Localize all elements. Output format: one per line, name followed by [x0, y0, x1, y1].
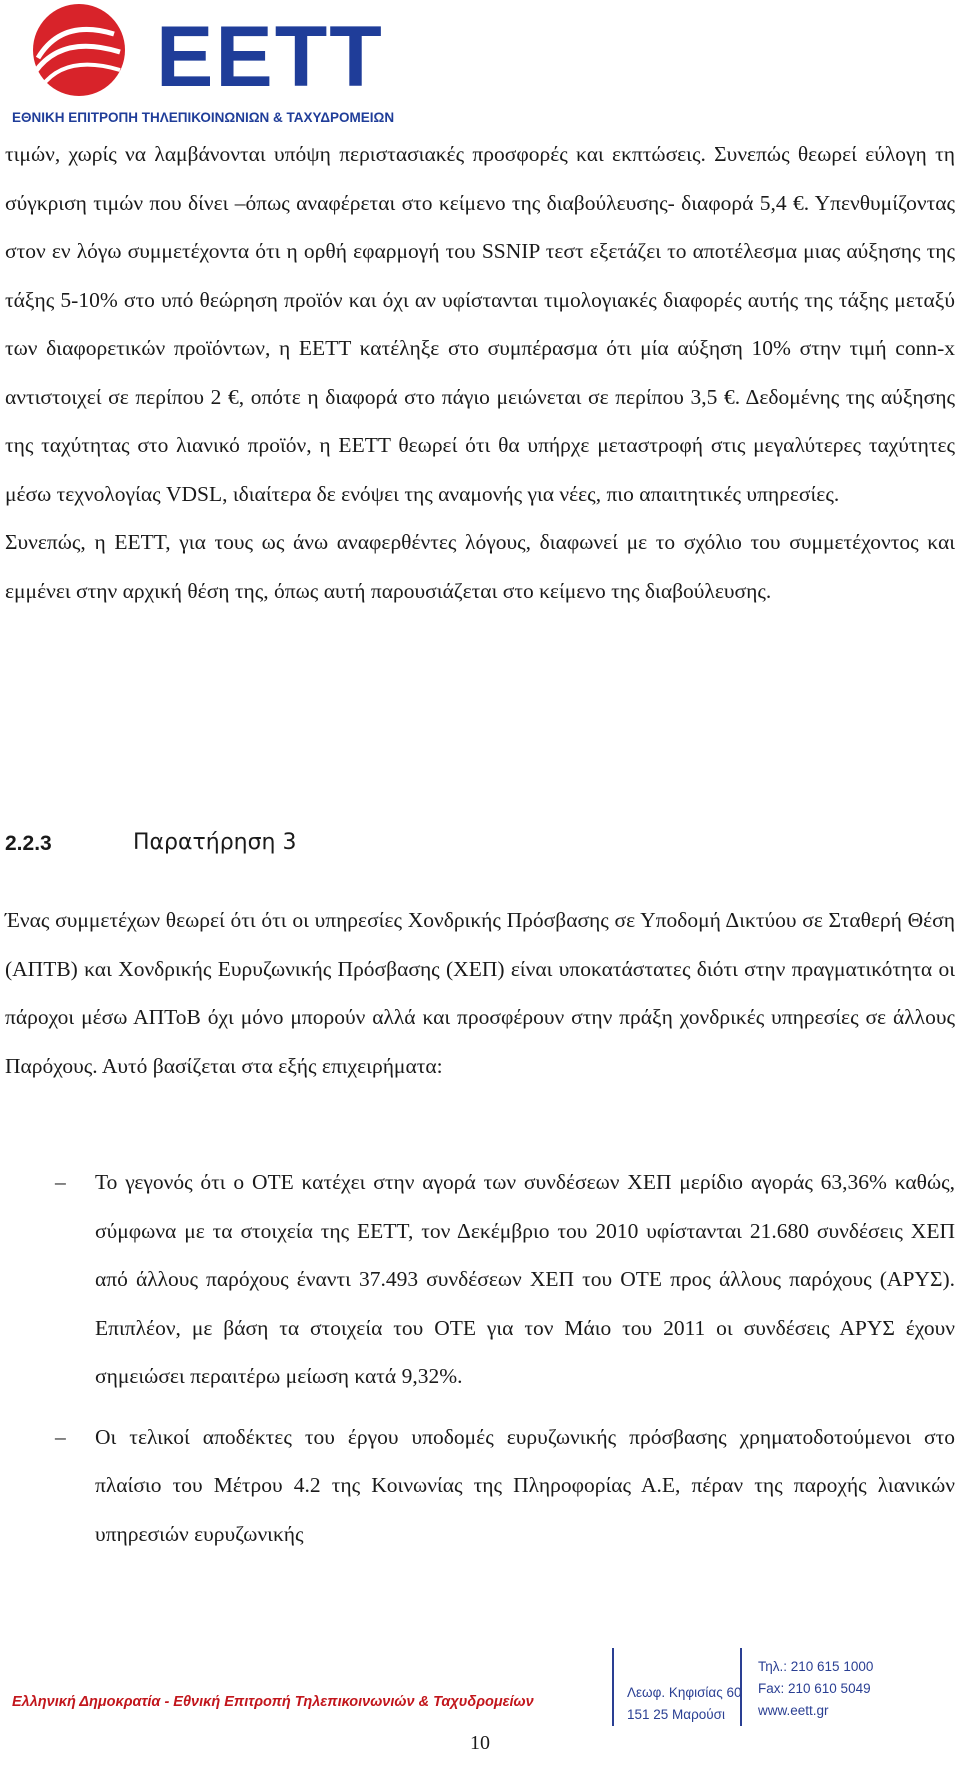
argument-list	[0, 1158, 955, 1558]
list-item-text: Οι τελικοί αποδέκτες του έργου υποδομές ευρυζωνικής πρόσβασης χρηματοδοτούμενοι στο πλαίσιο του Μέτρου 4.2 της Κοινωνίας της Πληροφορίας Α.Ε, πέραν της παροχής λιανικών υπηρεσιών ευρυζωνικής	[95, 1424, 955, 1546]
organization-name: ΕΘΝΙΚΗ ΕΠΙΤΡΟΠΗ ΤΗΛΕΠΙΚΟΙΝΩΝΙΩΝ & ΤΑΧΥΔΡΟΜΕΙΩΝ	[12, 110, 395, 125]
paragraph: Ένας συμμετέχων θεωρεί ότι ότι οι υπηρεσίες Χονδρικής Πρόσβασης σε Υποδομή Δικτύου σε Σταθερή Θέση (ΑΠΤΒ) και Χονδρικής Ευρυζωνικής Πρόσβασης (ΧΕΠ) είναι υποκατάστατες διότι στην πραγματικότητα οι πάροχοι μέσω ΑΠΤοΒ όχι μόνο μπορούν αλλά και προσφέρουν στην πράξη χονδρικές υπηρεσίες σε άλλους Παρόχους. Αυτό βασίζεται στα εξής επιχειρήματα:	[5, 908, 955, 1078]
list-item	[0, 1158, 955, 1401]
page-number: 10	[470, 1732, 490, 1754]
footer-phone: Τηλ.: 210 615 1000	[758, 1659, 874, 1674]
footer-slogan: Ελληνική Δημοκρατία - Εθνική Επιτροπή Τηλεπικοινωνιών & Ταχυδρομείων	[12, 1694, 534, 1710]
section-number: 2.2.3	[5, 832, 52, 855]
eett-logo-icon	[10, 0, 150, 110]
footer-divider	[612, 1648, 614, 1726]
paragraph: Συνεπώς, η ΕΕΤΤ, για τους ως άνω αναφερθέντες λόγους, διαφωνεί με το σχόλιο του συμμετέχοντος και εμμένει στην αρχική θέση της, όπως αυτή παρουσιάζεται στο κείμενο της διαβούλευσης.	[5, 530, 955, 603]
body-text-section	[5, 896, 955, 1090]
body-text-top	[5, 130, 955, 615]
list-item	[0, 1413, 955, 1559]
bullet-dash: –	[55, 1170, 66, 1194]
footer-website: www.eett.gr	[758, 1703, 829, 1718]
logo-wordmark: ΕΕΤΤ	[156, 9, 384, 105]
address-street: Λεωφ. Κηφισίας 60	[627, 1685, 742, 1700]
list-item-text: Το γεγονός ότι ο ΟΤΕ κατέχει στην αγορά των συνδέσεων ΧΕΠ μερίδιο αγοράς 63,36% καθώς, σύμφωνα με τα στοιχεία της ΕΕΤΤ, τον Δεκέμβριο του 2010 υφίστανται 21.680 συνδέσεις ΧΕΠ από άλλους παρόχους έναντι 37.493 συνδέσεων ΧΕΠ του ΟΤΕ προς άλλους παρόχους (ΑΡΥΣ). Επιπλέον, με βάση τα στοιχεία του ΟΤΕ για τον Μάιο του 2011 οι συνδέσεις ΑΡΥΣ έχουν σημειώσει περαιτέρω μείωση κατά 9,32%.	[95, 1170, 955, 1388]
address-city: 151 25 Μαρούσι	[627, 1707, 725, 1722]
footer-fax: Fax: 210 610 5049	[758, 1681, 871, 1696]
letterhead	[10, 0, 410, 130]
section-heading	[5, 832, 955, 856]
section-title: Παρατήρηση 3	[133, 830, 297, 855]
bullet-dash: –	[55, 1424, 66, 1449]
footer-contact	[758, 1656, 873, 1722]
paragraph: τιμών, χωρίς να λαμβάνονται υπόψη περιστασιακές προσφορές και εκπτώσεις. Συνεπώς θεωρεί εύλογη τη σύγκριση τιμών που δίνει –όπως αναφέρεται στο κείμενο της διαβούλευσης- διαφορά 5,4 €. Υπενθυμίζοντας στον εν λόγω συμμετέχοντα ότι η ορθή εφαρμογή του SSNIP τεστ εξετάζει το αποτέλεσμα μιας αύξησης της τάξης 5-10% στο υπό θεώρηση προϊόν και όχι αν υφίστανται τιμολογιακές διαφορές αυτής της τάξης μεταξύ των διαφορετικών προϊόντων, η ΕΕΤΤ κατέληξε στο συμπέρασμα ότι μία αύξηση 10% στην τιμή conn-x αντιστοιχεί σε περίπου 2 €, οπότε η διαφορά στο πάγιο μειώνεται σε περίπου 3,5 €. Δεδομένης της αύξησης της ταχύτητας στο λιανικό προϊόν, η ΕΕΤΤ θεωρεί ότι θα υπήρχε μεταστροφή στις μεγαλύτερες ταχύτητες μέσω τεχνολογίας VDSL, ιδιαίτερα δε ενόψει της αναμονής για νέες, πιο απαιτητικές υπηρεσίες.	[5, 142, 955, 506]
footer-address	[627, 1682, 742, 1726]
